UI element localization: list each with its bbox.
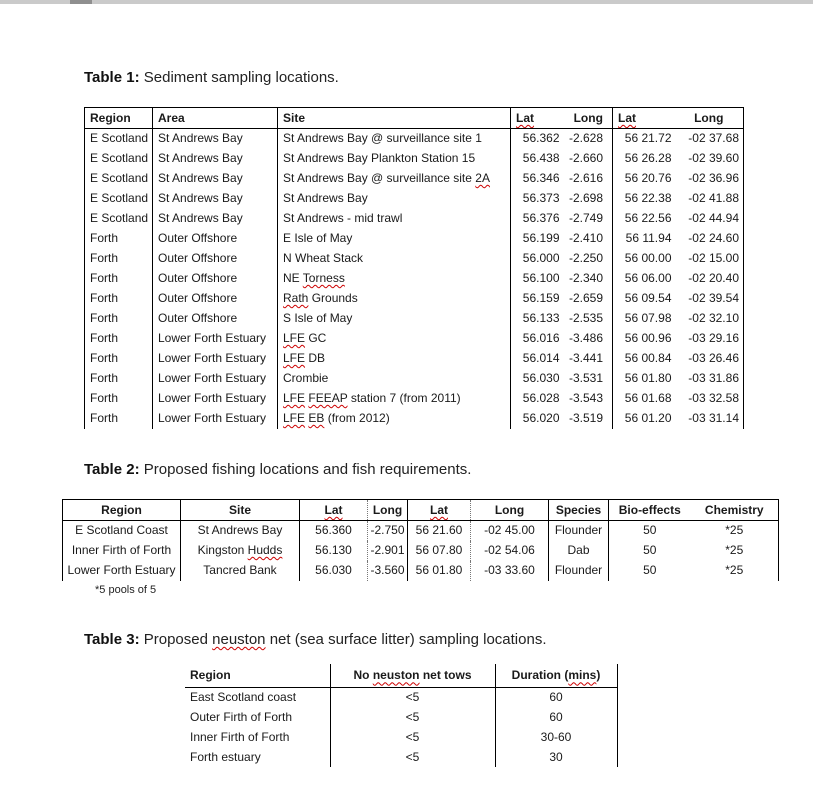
misspelled-word: 2A	[475, 171, 490, 185]
table-cell: *25	[691, 521, 779, 541]
table-cell: 50	[609, 541, 691, 561]
table-cell: <5	[330, 707, 495, 727]
table3-title	[84, 631, 547, 648]
table-cell: -02 37.68	[675, 129, 744, 149]
table-cell: St Andrews Bay	[181, 521, 300, 541]
table2-title	[84, 461, 471, 478]
table-cell: -3.560	[368, 561, 408, 581]
top-edge-marker	[70, 0, 92, 4]
misspelled-word: Lat	[618, 111, 636, 125]
table-cell: -03 29.16	[675, 329, 744, 349]
table-cell: Forth	[85, 309, 153, 329]
table-2-body	[63, 521, 779, 581]
table-cell: 56.130	[300, 541, 368, 561]
table-cell: 56 01.80	[613, 369, 675, 389]
table-cell: 56 00.00	[613, 249, 675, 269]
table-cell: St Andrews Bay	[153, 189, 278, 209]
table-cell: Dab	[549, 541, 609, 561]
table-cell: 56.014	[511, 349, 565, 369]
table-cell: Forth	[85, 389, 153, 409]
table-cell: E Isle of May	[278, 229, 511, 249]
misspelled-word: LFE	[283, 391, 306, 405]
table-cell: 56.016	[511, 329, 565, 349]
table2-title-text: Proposed fishing locations and fish requirements.	[143, 461, 472, 478]
misspelled-word: LFE	[283, 351, 306, 365]
table-cell: 56.438	[511, 149, 565, 169]
table-cell: -3.486	[568, 331, 603, 345]
table-cell: -03 33.60	[471, 561, 549, 581]
table-row	[185, 707, 617, 727]
table-cell: E Scotland	[85, 169, 153, 189]
table-cell: St Andrews Bay	[153, 129, 278, 149]
misspelled-word: mins	[568, 668, 597, 683]
table-cell: Forth estuary	[190, 749, 261, 764]
table-2-fishing-locations	[62, 499, 779, 581]
table-cell: 56 11.94	[613, 229, 675, 249]
table-row	[85, 229, 744, 249]
table-row	[85, 269, 744, 289]
table-cell: Lower Forth Estuary	[153, 409, 278, 429]
column-header-bio-effects: Bio-effects	[609, 500, 691, 521]
table-cell: St Andrews Bay @ surveillance site 1	[278, 129, 511, 149]
table-cell: Outer Offshore	[153, 249, 278, 269]
table-cell: Forth	[85, 409, 153, 429]
misspelled-word: Lat	[324, 503, 343, 517]
table-cell: -2.535	[568, 311, 603, 325]
table-cell: 56.020	[511, 409, 565, 429]
column-header-lat-decimal	[511, 108, 565, 129]
table3-title-text: Proposed neuston net (sea surface litter) sampling locations.	[143, 631, 547, 648]
column-header-site: Site	[181, 500, 300, 521]
column-header-region: Region	[63, 500, 181, 521]
table-row	[85, 289, 744, 309]
table-cell: -2.340	[568, 271, 603, 285]
table-cell: <5	[330, 687, 495, 707]
table-cell: 56.346	[511, 169, 565, 189]
table-cell: -02 54.06	[471, 541, 549, 561]
table-cell: Forth	[85, 289, 153, 309]
column-header-net-tows: No neuston net tows	[330, 664, 495, 687]
table-cell: Lower Forth Estuary	[63, 561, 181, 581]
table-cell: 56 01.20	[613, 409, 675, 429]
table-cell: 56.100	[511, 269, 565, 289]
table-cell: N Wheat Stack	[278, 249, 511, 269]
table-cell: Forth	[85, 349, 153, 369]
table-cell: St Andrews Bay @ surveillance site 2A	[278, 169, 511, 189]
table-cell: Flounder	[549, 561, 609, 581]
table2-footnote: *5 pools of 5	[95, 584, 157, 596]
misspelled-word: EB	[308, 411, 325, 425]
table-cell: Lower Forth Estuary	[153, 349, 278, 369]
table-cell: Inner Firth of Forth	[190, 729, 290, 744]
misspelled-word: neuston	[372, 668, 420, 683]
table-cell: St Andrews Bay Plankton Station 15	[278, 149, 511, 169]
table-cell: Outer Offshore	[153, 289, 278, 309]
table-cell: E Scotland	[85, 149, 153, 169]
table-cell: 56 21.60	[408, 521, 471, 541]
table-cell: 60	[495, 687, 617, 707]
table-cell: 56 21.72	[613, 129, 675, 149]
table-cell: -02 39.60	[675, 149, 744, 169]
table-cell: Inner Firth of Forth	[63, 541, 181, 561]
table-cell: -3.543	[568, 391, 603, 405]
table-cell: -02 20.40	[675, 269, 744, 289]
table-cell: 56.030	[511, 369, 565, 389]
table-cell: -03 26.46	[675, 349, 744, 369]
table-cell: LFE DB	[278, 349, 511, 369]
table-cell: St Andrews - mid trawl	[278, 209, 511, 229]
table-cell: 60	[495, 707, 617, 727]
table-cell: 56.376	[511, 209, 565, 229]
table-row	[85, 409, 744, 429]
table-row	[85, 189, 744, 209]
table-cell: -2.698	[568, 191, 603, 205]
table-cell: -2.250	[568, 251, 603, 265]
table-cell: Lower Forth Estuary	[153, 389, 278, 409]
table-row	[85, 209, 744, 229]
table-cell: -02 36.96	[675, 169, 744, 189]
table1-title-text: Sediment sampling locations.	[143, 69, 339, 86]
table-cell: E Scotland Coast	[63, 521, 181, 541]
table-cell: -02 44.94	[675, 209, 744, 229]
table-cell: Rath Grounds	[278, 289, 511, 309]
table-cell: Outer Offshore	[153, 229, 278, 249]
table-cell: -03 31.86	[675, 369, 744, 389]
table-cell: 56 26.28	[613, 149, 675, 169]
table-cell: Outer Firth of Forth	[190, 709, 293, 724]
table-cell: -2.901	[368, 541, 408, 561]
table-cell: -02 24.60	[675, 229, 744, 249]
table-cell: Forth	[85, 229, 153, 249]
table-cell: -2.410	[568, 231, 603, 245]
misspelled-word: neuston	[212, 631, 266, 648]
column-header-species: Species	[549, 500, 609, 521]
table-cell: St Andrews Bay	[278, 189, 511, 209]
table-row	[63, 521, 779, 541]
table-1-sediment-sampling	[84, 107, 744, 429]
table-cell: -2.616	[568, 171, 603, 185]
column-header-chemistry: Chemistry	[691, 500, 779, 521]
table-cell: -02 32.10	[675, 309, 744, 329]
table-cell: LFE GC	[278, 329, 511, 349]
table-cell: -02 41.88	[675, 189, 744, 209]
misspelled-word: LFE	[283, 331, 306, 345]
column-header-long-decimal: Long	[565, 108, 613, 129]
table-cell: Outer Offshore	[153, 269, 278, 289]
table-cell: 56.028	[511, 389, 565, 409]
table-cell: 56.199	[511, 229, 565, 249]
table-cell: <5	[330, 747, 495, 767]
table-cell: E Scotland	[85, 129, 153, 149]
table-row	[63, 561, 779, 581]
table-cell: LFE EB (from 2012)	[278, 409, 511, 429]
table-cell: Lower Forth Estuary	[153, 329, 278, 349]
table-cell: -3.531	[568, 371, 603, 385]
table-3-neuston-net	[185, 664, 618, 767]
table-cell: -3.441	[568, 351, 603, 365]
misspelled-word: Lat	[430, 503, 448, 517]
table-cell: 30-60	[495, 727, 617, 747]
table-cell: S Isle of May	[278, 309, 511, 329]
table-row	[85, 309, 744, 329]
table-cell: St Andrews Bay	[153, 169, 278, 189]
table3-title-label: Table 3:	[84, 631, 140, 648]
table-cell: St Andrews Bay	[153, 209, 278, 229]
table-cell: 56.362	[511, 129, 565, 149]
column-header-long-dm: Long	[471, 500, 549, 521]
table-header-row	[185, 664, 617, 687]
table-cell: *25	[691, 541, 779, 561]
column-header-lat-decimal	[300, 500, 368, 521]
column-header-long-dm: Long	[675, 108, 744, 129]
table1-title	[84, 69, 339, 86]
table-cell: NE Torness	[278, 269, 511, 289]
table-1-body	[85, 129, 744, 429]
table-cell: -02 15.00	[675, 249, 744, 269]
table-cell: -3.519	[568, 411, 603, 425]
column-header-duration: Duration (mins)	[495, 664, 617, 687]
table-cell: Flounder	[549, 521, 609, 541]
table-cell: 56.373	[511, 189, 565, 209]
table-cell: 56 00.84	[613, 349, 675, 369]
column-header-lat-dm	[408, 500, 471, 521]
table-row	[85, 329, 744, 349]
table-row	[185, 687, 617, 707]
table-cell: 56 01.68	[613, 389, 675, 409]
table-cell: 56 07.98	[613, 309, 675, 329]
table-cell: Forth	[85, 249, 153, 269]
table-cell: E Scotland	[85, 189, 153, 209]
table-cell: -2.660	[568, 151, 603, 165]
table-cell: 56.000	[511, 249, 565, 269]
table1-title-label: Table 1:	[84, 69, 140, 86]
table-cell: East Scotland coast	[190, 689, 297, 704]
misspelled-word: LFE	[283, 411, 306, 425]
table-cell: -2.750	[368, 521, 408, 541]
table-row	[85, 249, 744, 269]
table-cell: 56 09.54	[613, 289, 675, 309]
table-cell: -03 31.14	[675, 409, 744, 429]
column-header-region: Region	[185, 664, 330, 687]
table-cell: 56.133	[511, 309, 565, 329]
table-cell: Tancred Bank	[181, 561, 300, 581]
table-cell: 56 07.80	[408, 541, 471, 561]
table-cell: 56 22.56	[613, 209, 675, 229]
table-cell: <5	[330, 727, 495, 747]
table-cell: 56 22.38	[613, 189, 675, 209]
table-cell: 56.030	[300, 561, 368, 581]
table-cell: St Andrews Bay	[153, 149, 278, 169]
table-cell: LFE FEEAP station 7 (from 2011)	[278, 389, 511, 409]
column-header-long-decimal: Long	[368, 500, 408, 521]
table-cell: Forth	[85, 329, 153, 349]
misspelled-word: Lat	[516, 111, 534, 125]
table-cell: E Scotland	[85, 209, 153, 229]
top-edge-strip	[0, 0, 813, 4]
table-cell: 30	[495, 747, 617, 767]
table-cell: Outer Offshore	[153, 309, 278, 329]
table-row	[85, 389, 744, 409]
table-cell: -2.749	[568, 211, 603, 225]
table-header-row	[85, 108, 744, 129]
table-row	[85, 169, 744, 189]
column-header-site: Site	[278, 108, 511, 129]
table-cell: 56 20.76	[613, 169, 675, 189]
table-cell: Forth	[85, 369, 153, 389]
table-cell: -02 45.00	[471, 521, 549, 541]
table-cell: 56.159	[511, 289, 565, 309]
table-cell: 50	[609, 561, 691, 581]
table-cell: 56 01.80	[408, 561, 471, 581]
table-cell: Crombie	[278, 369, 511, 389]
table-cell: 56.360	[300, 521, 368, 541]
table-cell: -2.628	[568, 131, 603, 146]
table-row	[185, 727, 617, 747]
misspelled-word: Hudds	[247, 543, 283, 557]
table-3-body	[185, 687, 617, 767]
misspelled-word: Rath	[283, 291, 309, 305]
table-cell: -02 39.54	[675, 289, 744, 309]
table-cell: Kingston Hudds	[181, 541, 300, 561]
table-cell: *25	[691, 561, 779, 581]
table-row	[63, 541, 779, 561]
column-header-area: Area	[153, 108, 278, 129]
table-cell: Lower Forth Estuary	[153, 369, 278, 389]
table-cell: -03 32.58	[675, 389, 744, 409]
table-row	[85, 349, 744, 369]
table-row	[85, 369, 744, 389]
table-header-row	[63, 500, 779, 521]
table-cell: Forth	[85, 269, 153, 289]
table-cell: -2.659	[568, 291, 603, 305]
table-row	[85, 149, 744, 169]
table-cell: 50	[609, 521, 691, 541]
misspelled-word: FEEAP	[308, 391, 348, 405]
table-cell: 56 06.00	[613, 269, 675, 289]
column-header-region: Region	[85, 108, 153, 129]
table-row	[85, 129, 744, 149]
table-row	[185, 747, 617, 767]
column-header-lat-dm	[613, 108, 675, 129]
table2-title-label: Table 2:	[84, 461, 140, 478]
misspelled-word: Torness	[302, 271, 345, 285]
table-cell: 56 00.96	[613, 329, 675, 349]
